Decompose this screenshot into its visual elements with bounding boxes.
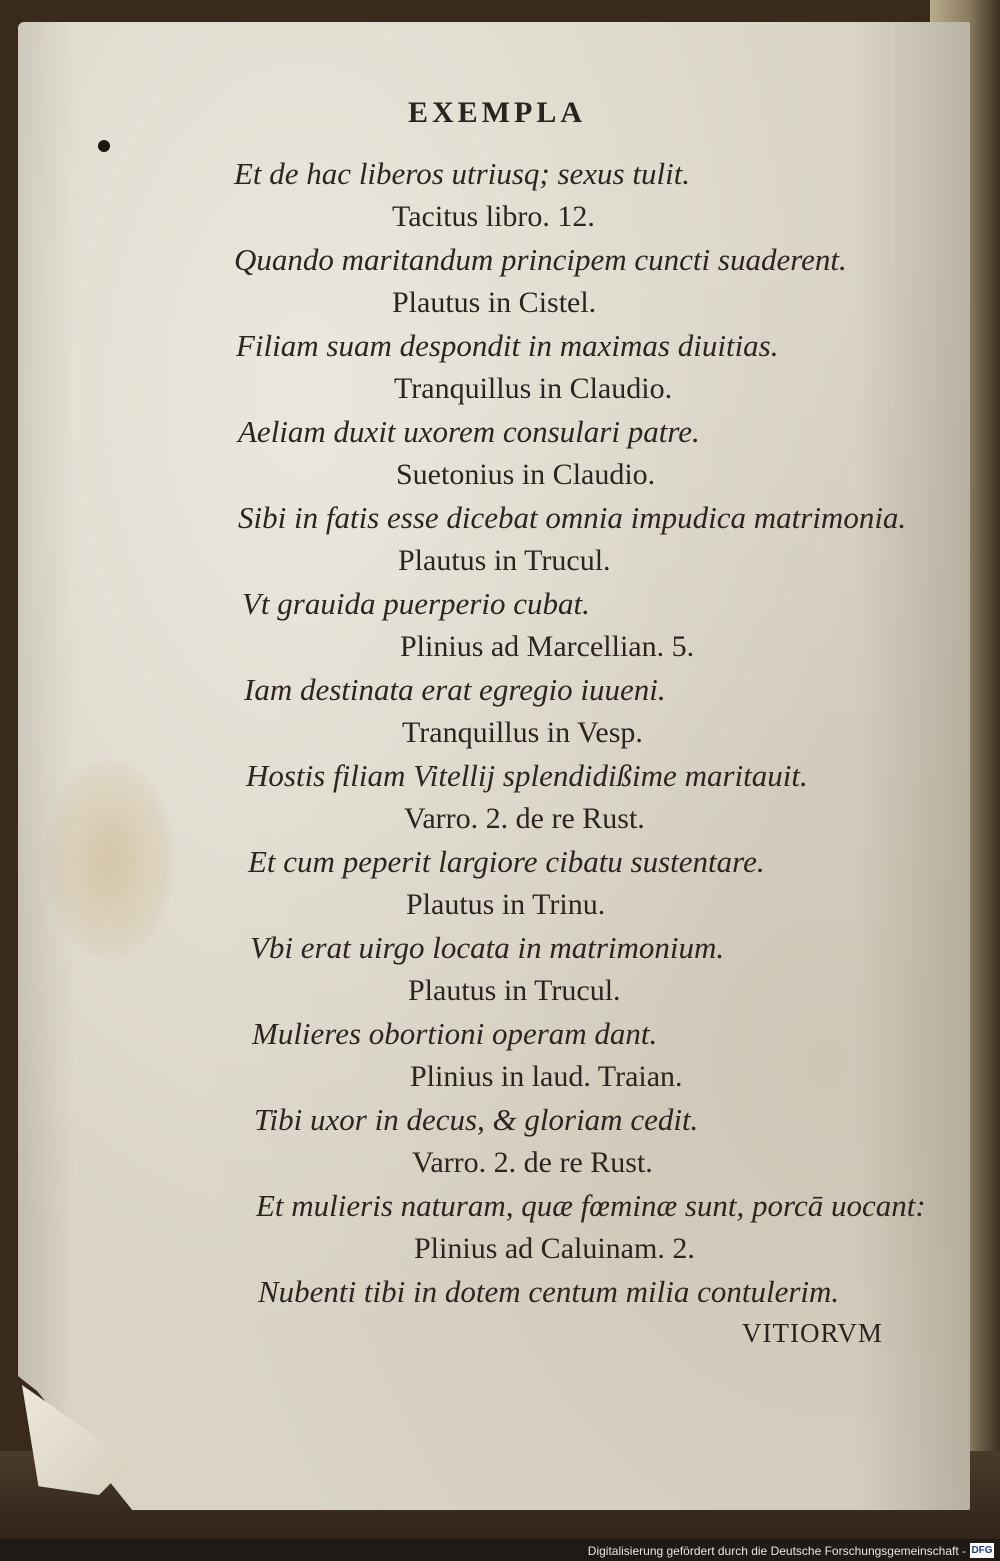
source-line: Plinius ad Caluinam. 2. (414, 1232, 695, 1265)
quote-line: Quando maritandum principem cuncti suaderent. (234, 242, 847, 277)
quote-line: Et mulieris naturam, quæ fœminæ sunt, porcā uocant: (256, 1188, 926, 1223)
source-line: Plinius ad Marcellian. 5. (400, 630, 695, 663)
source-line: Varro. 2. de re Rust. (404, 802, 645, 835)
water-stain (45, 760, 175, 960)
source-line: Varro. 2. de re Rust. (412, 1146, 653, 1179)
source-line: Tacitus libro. 12. (392, 200, 595, 233)
source-line: Plautus in Trucul. (408, 974, 621, 1007)
catchword: VITIORVM (742, 1318, 883, 1348)
quote-line: Hostis filiam Vitellij splendidißime maritauit. (246, 758, 808, 793)
quote-line: Vt grauida puerperio cubat. (242, 586, 590, 621)
source-line: Tranquillus in Claudio. (394, 372, 673, 405)
quote-line: Iam destinata erat egregio iuueni. (244, 672, 666, 707)
quote-line: Et cum peperit largiore cibatu sustentare. (248, 844, 765, 879)
source-line: Plautus in Trucul. (398, 544, 611, 577)
running-head: EXEMPLA (408, 96, 586, 129)
quote-line: Sibi in fatis esse dicebat omnia impudica matrimonia. (238, 500, 907, 535)
source-line: Plinius in laud. Traian. (410, 1060, 683, 1093)
quote-line: Nubenti tibi in dotem centum milia contulerim. (258, 1274, 840, 1309)
source-line: Plautus in Trinu. (406, 888, 606, 921)
quote-line: Et de hac liberos utriusq; sexus tulit. (234, 156, 691, 191)
source-line: Plautus in Cistel. (392, 286, 597, 319)
footer-credit: Digitalisierung gefördert durch die Deutsche Forschungsgemeinschaft - (587, 1544, 966, 1558)
text-block (234, 152, 954, 1313)
quote-line: Vbi erat uirgo locata in matrimonium. (250, 930, 725, 965)
source-line: Tranquillus in Vesp. (402, 716, 643, 749)
source-line: Suetonius in Claudio. (396, 458, 656, 491)
quote-line: Tibi uxor in decus, & gloriam cedit. (254, 1102, 699, 1137)
ink-spot (98, 140, 110, 152)
quote-line: Aeliam duxit uxorem consulari patre. (238, 414, 700, 449)
quote-line: Mulieres obortioni operam dant. (252, 1016, 658, 1051)
dfg-logo: DFG (971, 1545, 993, 1556)
footer-bar (0, 1539, 1000, 1561)
quote-line: Filiam suam despondit in maximas diuitias. (236, 328, 779, 363)
